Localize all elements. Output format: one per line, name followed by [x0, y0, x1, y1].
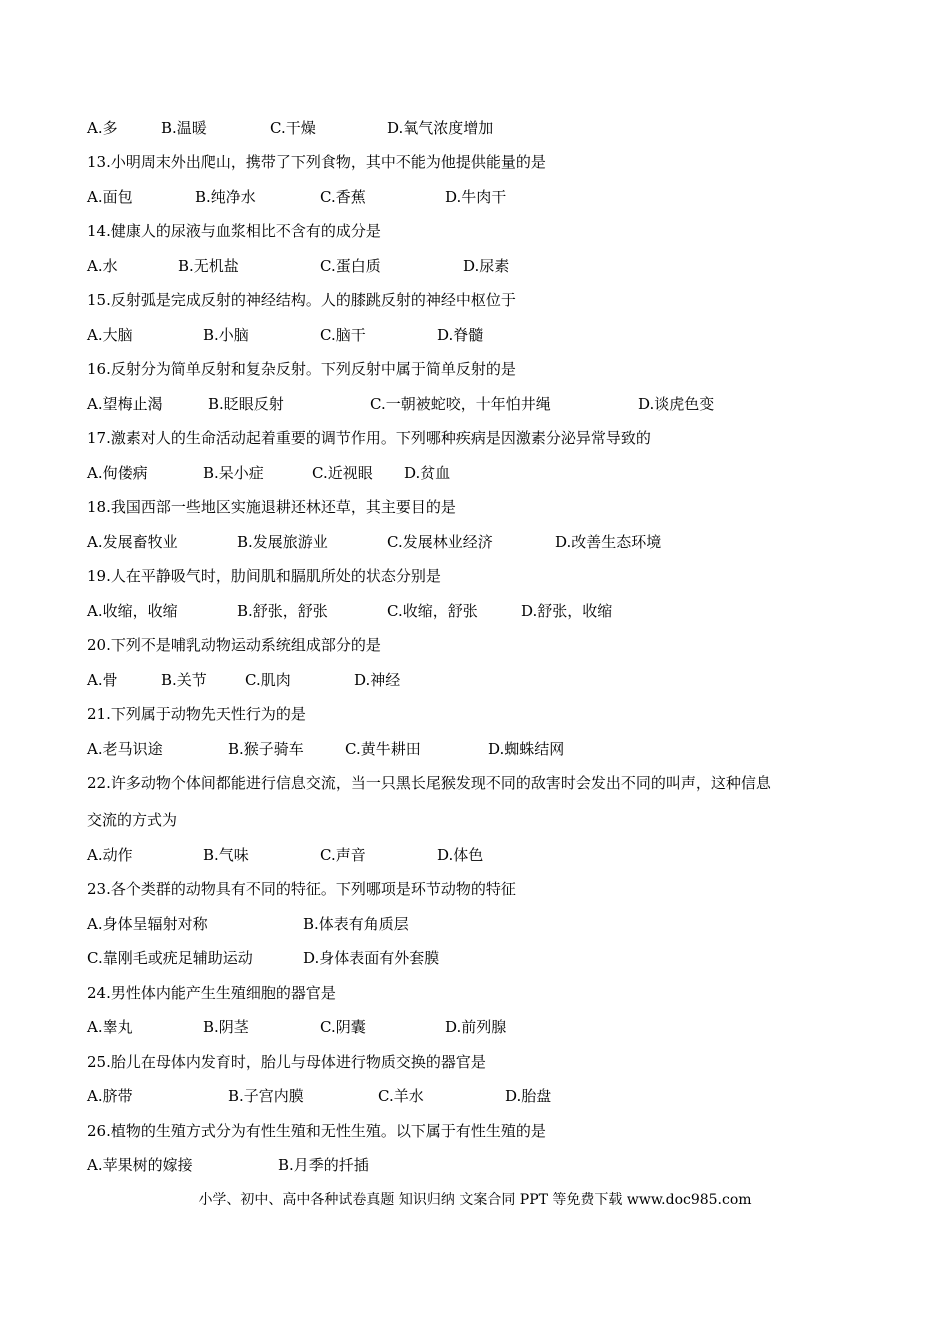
- answer-option: B.无机盐: [178, 257, 239, 275]
- answer-option: A.多: [87, 119, 118, 137]
- answer-option: D.体色: [437, 846, 484, 864]
- question-text: 14.健康人的尿液与血浆相比不含有的成分是: [87, 222, 381, 240]
- answer-option: C.蛋白质: [320, 257, 381, 275]
- answer-option: B.阴茎: [203, 1018, 249, 1036]
- answer-option: A.水: [87, 257, 118, 275]
- answer-option: A.睾丸: [87, 1018, 133, 1036]
- question-text: 25.胎儿在母体内发育时，胎儿与母体进行物质交换的器官是: [87, 1053, 486, 1071]
- answer-option: C.黄牛耕田: [345, 740, 421, 758]
- answer-option: B.发展旅游业: [237, 533, 328, 551]
- answer-option: A.大脑: [87, 326, 133, 344]
- question-text: 交流的方式为: [87, 811, 178, 829]
- answer-option: B.小脑: [203, 326, 249, 344]
- answer-option: C.香蕉: [320, 188, 366, 206]
- answer-option: D.舒张，收缩: [521, 602, 613, 620]
- answer-option: B.体表有角质层: [303, 915, 409, 933]
- answer-option: D.改善生态环境: [555, 533, 662, 551]
- answer-option: D.贫血: [404, 464, 451, 482]
- answer-option: D.牛肉干: [445, 188, 507, 206]
- answer-option: D.尿素: [463, 257, 510, 275]
- question-text: 15.反射弧是完成反射的神经结构。人的膝跳反射的神经中枢位于: [87, 291, 516, 309]
- answer-option: C.一朝被蛇咬，十年怕井绳: [370, 395, 551, 413]
- answer-option: B.温暖: [161, 119, 207, 137]
- answer-option: A.老马识途: [87, 740, 163, 758]
- answer-option: B.猴子骑车: [228, 740, 304, 758]
- answer-option: B.眨眼反射: [208, 395, 284, 413]
- question-text: 16.反射分为简单反射和复杂反射。下列反射中属于简单反射的是: [87, 360, 516, 378]
- answer-option: C.收缩，舒张: [387, 602, 478, 620]
- answer-option: A.面包: [87, 188, 133, 206]
- answer-option: C.发展林业经济: [387, 533, 493, 551]
- answer-option: A.佝偻病: [87, 464, 148, 482]
- answer-option: C.干燥: [270, 119, 316, 137]
- answer-option: D.神经: [354, 671, 401, 689]
- answer-option: B.纯净水: [195, 188, 256, 206]
- question-text: 24.男性体内能产生生殖细胞的器官是: [87, 984, 336, 1002]
- answer-option: C.脑干: [320, 326, 366, 344]
- answer-option: A.望梅止渴: [87, 395, 163, 413]
- answer-option: B.月季的扦插: [278, 1156, 369, 1174]
- answer-option: C.靠刚毛或疣足辅助运动: [87, 949, 253, 967]
- answer-option: B.呆小症: [203, 464, 264, 482]
- answer-option: B.子宫内膜: [228, 1087, 304, 1105]
- answer-option: A.收缩，收缩: [87, 602, 178, 620]
- answer-option: B.关节: [161, 671, 207, 689]
- question-text: 23.各个类群的动物具有不同的特征。下列哪项是环节动物的特征: [87, 880, 516, 898]
- page-footer: 小学、初中、高中各种试卷真题 知识归纳 文案合同 PPT 等免费下载 www.doc985.com: [198, 1192, 752, 1208]
- answer-option: D.胎盘: [505, 1087, 552, 1105]
- answer-option: A.骨: [87, 671, 118, 689]
- question-text: 21.下列属于动物先天性行为的是: [87, 705, 306, 723]
- answer-option: A.苹果树的嫁接: [87, 1156, 193, 1174]
- answer-option: D.前列腺: [445, 1018, 507, 1036]
- answer-option: C.阴囊: [320, 1018, 366, 1036]
- answer-option: B.气味: [203, 846, 249, 864]
- question-text: 13.小明周末外出爬山，携带了下列食物，其中不能为他提供能量的是: [87, 153, 546, 171]
- question-text: 18.我国西部一些地区实施退耕还林还草，其主要目的是: [87, 498, 456, 516]
- answer-option: D.氧气浓度增加: [387, 119, 494, 137]
- answer-option: A.动作: [87, 846, 133, 864]
- answer-option: A.脐带: [87, 1087, 133, 1105]
- question-text: 17.激素对人的生命活动起着重要的调节作用。下列哪种疾病是因激素分泌异常导致的: [87, 429, 651, 447]
- answer-option: D.身体表面有外套膜: [303, 949, 440, 967]
- question-text: 26.植物的生殖方式分为有性生殖和无性生殖。以下属于有性生殖的是: [87, 1122, 546, 1140]
- answer-option: A.发展畜牧业: [87, 533, 178, 551]
- answer-option: C.肌肉: [245, 671, 291, 689]
- answer-option: D.脊髓: [437, 326, 484, 344]
- question-text: 19.人在平静吸气时，肋间肌和膈肌所处的状态分别是: [87, 567, 441, 585]
- answer-option: C.羊水: [378, 1087, 424, 1105]
- answer-option: D.谈虎色变: [638, 395, 715, 413]
- answer-option: C.近视眼: [312, 464, 373, 482]
- answer-option: A.身体呈辐射对称: [87, 915, 208, 933]
- answer-option: C.声音: [320, 846, 366, 864]
- answer-option: D.蜘蛛结网: [488, 740, 565, 758]
- answer-option: B.舒张，舒张: [237, 602, 328, 620]
- question-text: 20.下列不是哺乳动物运动系统组成部分的是: [87, 636, 381, 654]
- question-text: 22.许多动物个体间都能进行信息交流，当一只黑长尾猴发现不同的敌害时会发出不同的叫声，这种信息: [87, 774, 771, 792]
